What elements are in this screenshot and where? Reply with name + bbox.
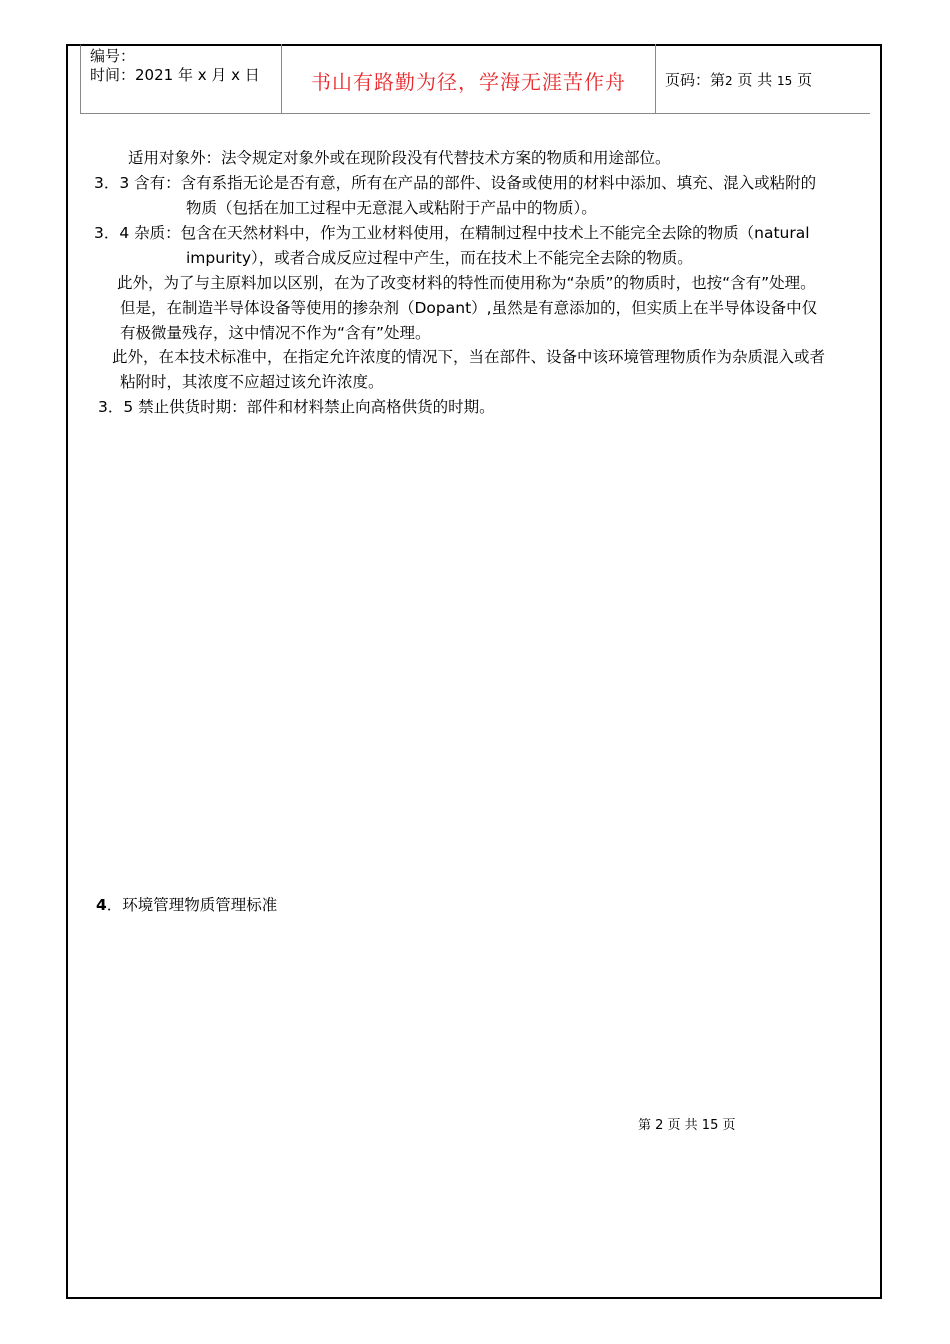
header-motto: 书山有路勤为径，学海无涯苦作舟 [311,70,626,94]
page-label-mid: 页 共 [737,71,773,89]
time-label: 时间：2021 年 x 月 x 日 [90,66,260,84]
paragraph-line: 此外，在本技术标准中，在指定允许浓度的情况下，当在部件、设备中该环境管理物质作为杂质混入或者 [112,348,826,366]
page-label-suffix: 页 [797,71,813,89]
paragraph-line: 粘附时，其浓度不应超过该允许浓度。 [120,373,384,391]
paragraph-line: 但是，在制造半导体设备等使用的掺杂剂（Dopant）,虽然是有意添加的，但实质上在半导体设备中仅 [120,299,818,317]
paragraph-line: 3．3 含有：含有系指无论是否有意，所有在产品的部件、设备或使用的材料中添加、填充、混入或粘附的 [94,174,817,192]
paragraph-line: impurity），或者合成反应过程中产生，而在技术上不能完全去除的物质。 [186,249,693,267]
page-total: 15 [777,74,793,88]
section-4-heading [96,893,277,915]
paragraph-line: 适用对象外：法令规定对象外或在现阶段没有代替技术方案的物质和用途部位。 [128,149,671,167]
paragraph-line: 3．4 杂质：包含在天然材料中，作为工业材料使用，在精制过程中技术上不能完全去除的物质（natural [94,224,810,242]
paragraph-line: 有极微量残存，这中情况不作为“含有”处理。 [120,324,431,342]
paragraph-line: 3．5 禁止供货时期：部件和材料禁止向高格供货的时期。 [98,398,495,416]
paragraph-line: 此外，为了与主原料加以区别，在为了改变材料的特性而使用称为“杂质”的物质时，也按“含有”处理。 [117,274,816,292]
paragraph-line: 物质（包括在加工过程中无意混入或粘附于产品中的物质）。 [186,199,597,217]
page-current: 2 [725,74,733,88]
page-label-prefix: 页码：第 [665,71,726,89]
number-label: 编号： [90,47,136,65]
section-title: ．环境管理物质管理标准 [106,896,278,914]
footer-page-number: 第 2 页 共 15 页 [638,1118,736,1133]
header-divider [655,44,656,114]
section-number: 4 [96,896,107,914]
header-page-number [665,69,812,90]
header-meta [90,47,260,85]
